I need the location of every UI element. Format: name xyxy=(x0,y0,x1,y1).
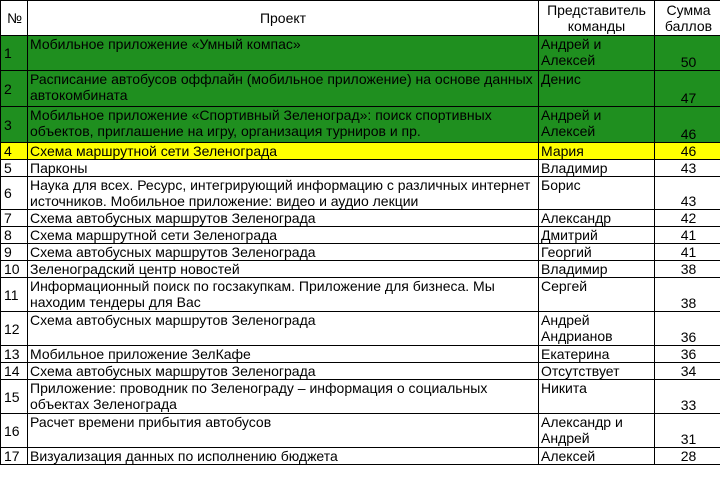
row-project: Зеленоградский центр новостей xyxy=(28,261,539,278)
row-rep: Владимир xyxy=(539,160,655,177)
row-num: 16 xyxy=(1,414,28,448)
row-project: Схема автобусных маршрутов Зеленограда xyxy=(28,312,539,346)
row-num: 11 xyxy=(1,278,28,312)
table-row xyxy=(1,143,720,160)
row-rep: Мария xyxy=(539,143,655,160)
table-row xyxy=(1,107,720,143)
table-row xyxy=(1,160,720,177)
row-score: 46 xyxy=(655,107,720,143)
row-score: 33 xyxy=(655,380,720,414)
table-row xyxy=(1,177,720,210)
row-rep: Екатерина xyxy=(539,346,655,363)
row-num: 8 xyxy=(1,227,28,244)
table-row xyxy=(1,346,720,363)
row-score: 38 xyxy=(655,278,720,312)
row-rep: Георгий xyxy=(539,244,655,261)
row-project: Парконы xyxy=(28,160,539,177)
row-score: 47 xyxy=(655,71,720,107)
row-rep: Александр xyxy=(539,210,655,227)
row-num: 1 xyxy=(1,36,28,71)
row-num: 10 xyxy=(1,261,28,278)
row-score: 34 xyxy=(655,363,720,380)
row-num: 17 xyxy=(1,448,28,465)
row-score: 36 xyxy=(655,312,720,346)
table-row xyxy=(1,261,720,278)
row-rep: Андрей и Алексей xyxy=(539,36,655,71)
table-row xyxy=(1,278,720,312)
table-row xyxy=(1,363,720,380)
row-score: 41 xyxy=(655,244,720,261)
row-project: Мобильное приложение «Умный компас» xyxy=(28,36,539,71)
table-row xyxy=(1,36,720,71)
row-score: 43 xyxy=(655,160,720,177)
row-num: 6 xyxy=(1,177,28,210)
row-rep: Дмитрий xyxy=(539,227,655,244)
row-num: 9 xyxy=(1,244,28,261)
row-num: 15 xyxy=(1,380,28,414)
table-row xyxy=(1,227,720,244)
row-project: Схема маршрутной сети Зеленограда xyxy=(28,227,539,244)
row-num: 7 xyxy=(1,210,28,227)
row-rep: Борис xyxy=(539,177,655,210)
row-rep: Никита xyxy=(539,380,655,414)
row-score: 46 xyxy=(655,143,720,160)
row-project: Приложение: проводник по Зеленограду – информация о социальных объектах Зеленограда xyxy=(28,380,539,414)
row-score: 38 xyxy=(655,261,720,278)
row-num: 2 xyxy=(1,71,28,107)
row-score: 36 xyxy=(655,346,720,363)
header-score: Сумма баллов xyxy=(655,1,720,36)
row-project: Схема автобусных маршрутов Зеленограда xyxy=(28,244,539,261)
results-table-body xyxy=(1,1,720,465)
row-num: 12 xyxy=(1,312,28,346)
row-score: 28 xyxy=(655,448,720,465)
row-project: Мобильное приложение ЗелКафе xyxy=(28,346,539,363)
row-score: 43 xyxy=(655,177,720,210)
table-row xyxy=(1,312,720,346)
row-rep: Алексей xyxy=(539,448,655,465)
row-project: Информационный поиск по госзакупкам. Приложение для бизнеса. Мы находим тендеры для Вас xyxy=(28,278,539,312)
row-score: 41 xyxy=(655,227,720,244)
row-num: 5 xyxy=(1,160,28,177)
table-row xyxy=(1,244,720,261)
row-project: Расписание автобусов оффлайн (мобильное приложение) на основе данных автокомбината xyxy=(28,71,539,107)
row-num: 4 xyxy=(1,143,28,160)
row-project: Мобильное приложение «Спортивный Зеленоград»: поиск спортивных объектов, приглашение на игру, организация турниров и пр. xyxy=(28,107,539,143)
row-rep: Владимир xyxy=(539,261,655,278)
header-rep: Представитель команды xyxy=(539,1,655,36)
header-project: Проект xyxy=(28,1,539,36)
row-num: 13 xyxy=(1,346,28,363)
row-rep: Андрей и Алексей xyxy=(539,107,655,143)
row-score: 50 xyxy=(655,36,720,71)
row-score: 31 xyxy=(655,414,720,448)
table-row xyxy=(1,71,720,107)
row-project: Схема маршрутной сети Зеленограда xyxy=(28,143,539,160)
row-rep: Денис xyxy=(539,71,655,107)
row-rep: Александр и Андрей xyxy=(539,414,655,448)
row-project: Наука для всех. Ресурс, интегрирующий информацию с различных интернет источников. Мобильное приложение: видео и аудио лекции xyxy=(28,177,539,210)
header-row xyxy=(1,1,720,36)
row-score: 42 xyxy=(655,210,720,227)
header-num: № xyxy=(1,1,28,36)
row-project: Схема автобусных маршрутов Зеленограда xyxy=(28,210,539,227)
row-rep: Отсутствует xyxy=(539,363,655,380)
row-project: Расчет времени прибытия автобусов xyxy=(28,414,539,448)
row-rep: Сергей xyxy=(539,278,655,312)
row-num: 3 xyxy=(1,107,28,143)
table-row xyxy=(1,380,720,414)
table-row xyxy=(1,448,720,465)
row-project: Схема автобусных маршрутов Зеленограда xyxy=(28,363,539,380)
table-row xyxy=(1,210,720,227)
table-row xyxy=(1,414,720,448)
row-rep: Андрей Андрианов xyxy=(539,312,655,346)
row-num: 14 xyxy=(1,363,28,380)
row-project: Визуализация данных по исполнению бюджета xyxy=(28,448,539,465)
